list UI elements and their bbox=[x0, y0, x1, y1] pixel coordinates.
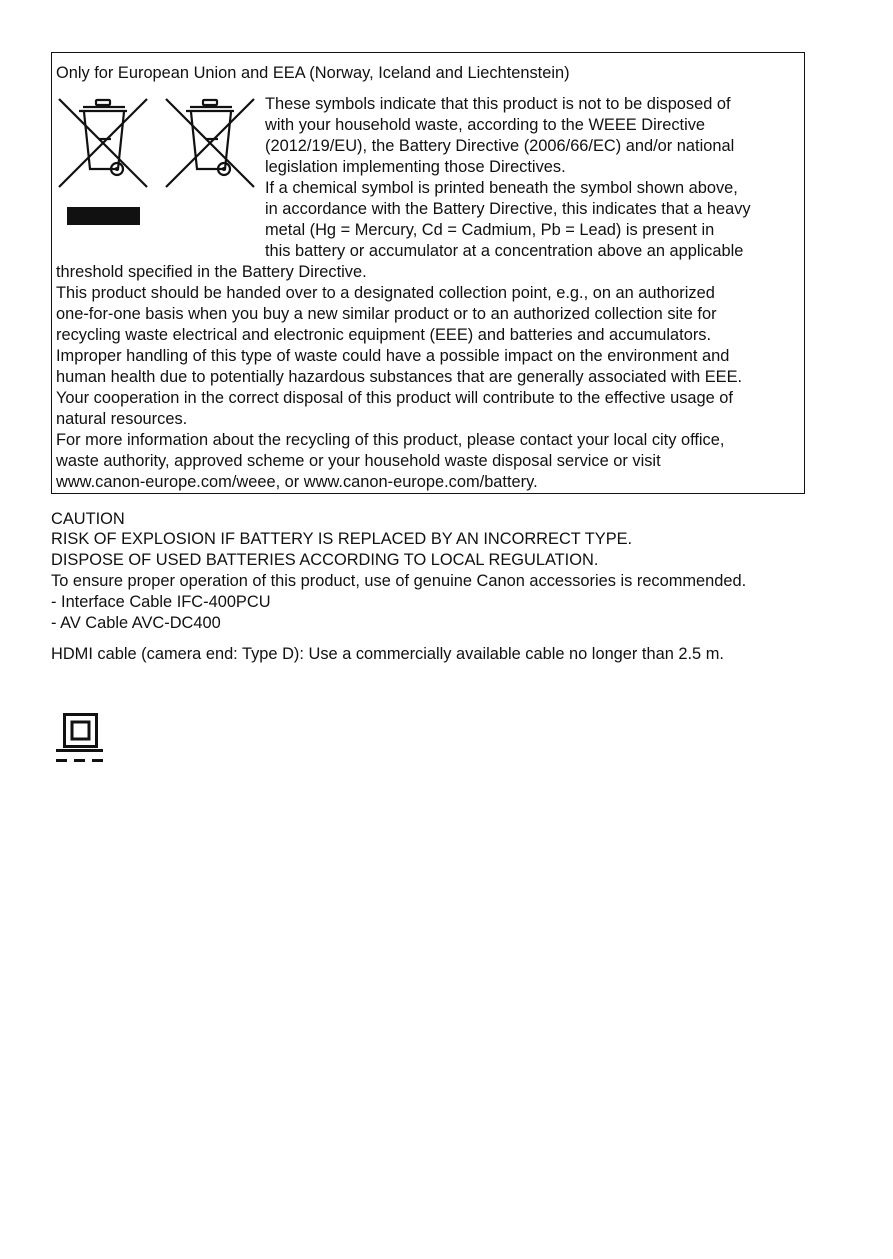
weee-line: human health due to potentially hazardous substances that are generally associated with EEE. bbox=[56, 368, 743, 386]
caution-line: DISPOSE OF USED BATTERIES ACCORDING TO LOCAL REGULATION. bbox=[51, 551, 599, 569]
weee-line: recycling waste electrical and electronic equipment (EEE) and batteries and accumulators. bbox=[56, 326, 712, 344]
weee-line: If a chemical symbol is printed beneath the symbol shown above, bbox=[265, 179, 738, 197]
caution-line: RISK OF EXPLOSION IF BATTERY IS REPLACED BY AN INCORRECT TYPE. bbox=[51, 530, 633, 548]
weee-line: (2012/19/EU), the Battery Directive (2006/66/EC) and/or national bbox=[265, 137, 735, 155]
weee-line: legislation implementing those Directives. bbox=[265, 158, 566, 176]
battery-symbol-bar bbox=[67, 207, 140, 225]
direct-current-icon bbox=[56, 749, 104, 763]
weee-line: For more information about the recycling of this product, please contact your local city office, bbox=[56, 431, 725, 449]
caution-line: - AV Cable AVC-DC400 bbox=[51, 614, 221, 632]
weee-line: Improper handling of this type of waste could have a possible impact on the environment and bbox=[56, 347, 730, 365]
weee-line: Your cooperation in the correct disposal of this product will contribute to the effective usage of bbox=[56, 389, 733, 407]
caution-line: - Interface Cable IFC-400PCU bbox=[51, 593, 271, 611]
weee-line: This product should be handed over to a designated collection point, e.g., on an authorized bbox=[56, 284, 715, 302]
caution-line: To ensure proper operation of this product, use of genuine Canon accessories is recommended. bbox=[51, 572, 747, 590]
weee-link-line: www.canon-europe.com/weee, or www.canon-europe.com/battery. bbox=[56, 473, 538, 491]
weee-line: threshold specified in the Battery Directive. bbox=[56, 263, 367, 281]
weee-heading: Only for European Union and EEA (Norway, Iceland and Liechtenstein) bbox=[56, 64, 570, 82]
weee-line: natural resources. bbox=[56, 410, 188, 428]
weee-line: metal (Hg = Mercury, Cd = Cadmium, Pb = Lead) is present in bbox=[265, 221, 715, 239]
caution-heading: CAUTION bbox=[51, 510, 125, 528]
crossed-bin-icon bbox=[164, 97, 258, 190]
weee-line: with your household waste, according to the WEEE Directive bbox=[265, 116, 706, 134]
double-insulation-icon bbox=[63, 713, 98, 748]
weee-line: one-for-one basis when you buy a new similar product or to an authorized collection site for bbox=[56, 305, 717, 323]
weee-line: These symbols indicate that this product is not to be disposed of bbox=[265, 95, 731, 113]
weee-line: waste authority, approved scheme or your household waste disposal service or visit bbox=[56, 452, 661, 470]
hdmi-note: HDMI cable (camera end: Type D): Use a commercially available cable no longer than 2.5 m. bbox=[51, 645, 724, 663]
weee-line: this battery or accumulator at a concentration above an applicable bbox=[265, 242, 744, 260]
weee-line: in accordance with the Battery Directive, this indicates that a heavy bbox=[265, 200, 751, 218]
crossed-bin-icon bbox=[57, 97, 151, 190]
